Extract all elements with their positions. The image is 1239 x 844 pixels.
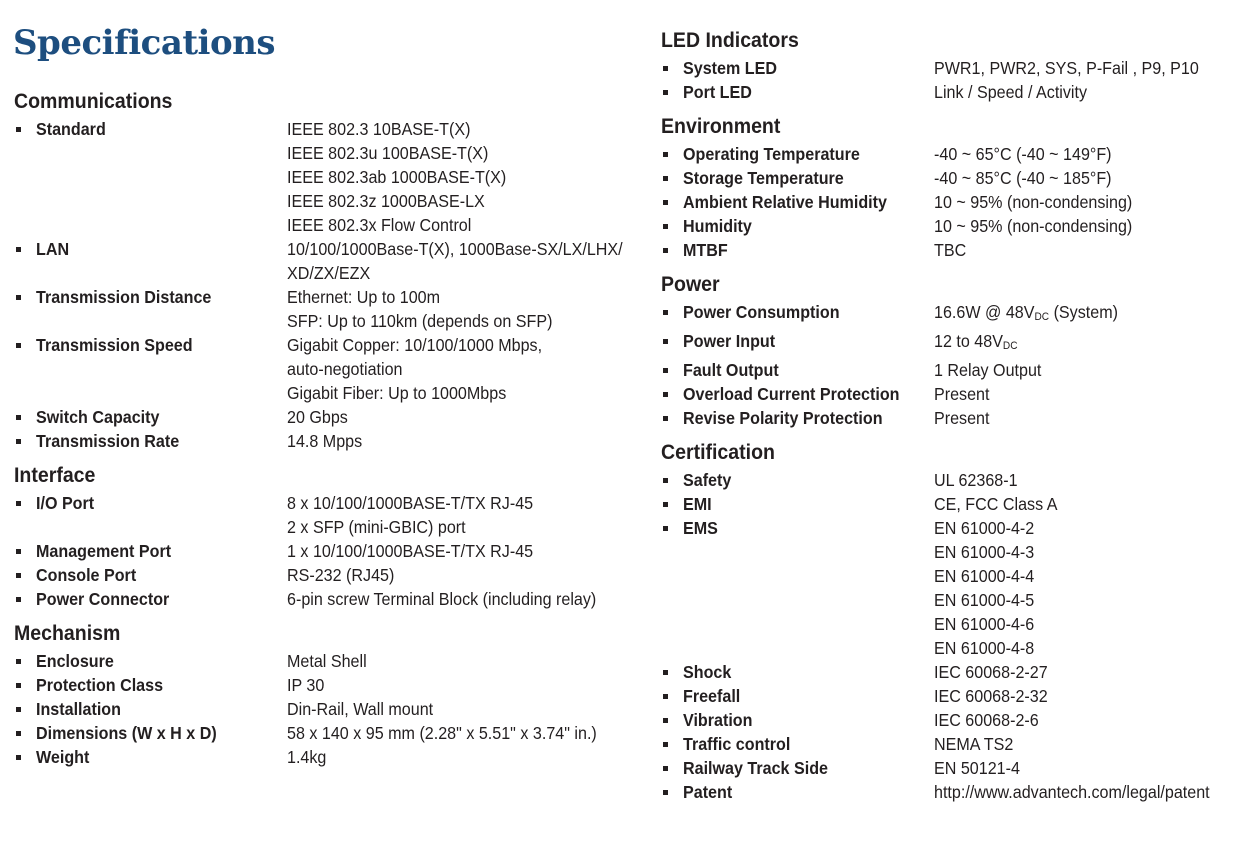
- spec-value-line: CE, FCC Class A: [934, 494, 1058, 514]
- bullet-icon: [14, 539, 36, 563]
- spec-row-power-input: [661, 329, 1231, 358]
- section-communications: [14, 87, 634, 453]
- bullet-icon: [14, 333, 36, 357]
- spec-row-system-led: [661, 56, 1231, 80]
- bullet-icon: [661, 492, 683, 516]
- section-power: [661, 270, 1231, 430]
- spec-label: System LED: [683, 58, 777, 78]
- spec-value-line: Link / Speed / Activity: [934, 82, 1088, 102]
- spec-label: Ambient Relative Humidity: [683, 192, 887, 212]
- spec-value: [934, 660, 1231, 684]
- spec-row-transmission-speed: [14, 333, 634, 405]
- spec-row-freefall: [661, 684, 1231, 708]
- section-gap: [661, 262, 1231, 270]
- spec-label: Transmission Distance: [36, 287, 212, 307]
- bullet-icon: [14, 697, 36, 721]
- value-text: 16.6W @ 48V: [934, 302, 1035, 322]
- spec-value-line: [934, 300, 1207, 329]
- spec-value: [287, 649, 634, 673]
- spec-value: [934, 406, 1231, 430]
- spec-row-emi: [661, 492, 1231, 516]
- spec-value-line: Gigabit Copper: 10/100/1000 Mbps,: [287, 335, 543, 355]
- spec-value-line: EN 61000-4-6: [934, 614, 1035, 634]
- spec-value-line: Present: [934, 384, 990, 404]
- spec-value: [934, 382, 1231, 406]
- spec-value-line: EN 61000-4-8: [934, 638, 1035, 658]
- spec-value: [287, 491, 634, 539]
- value-subscript: DC: [1034, 311, 1050, 323]
- spec-value: [934, 708, 1231, 732]
- spec-row-revise-polarity-protection: [661, 406, 1231, 430]
- spec-row-transmission-rate: [14, 429, 634, 453]
- spec-value-line: Din-Rail, Wall mount: [287, 699, 434, 719]
- spec-row-management-port: [14, 539, 634, 563]
- bullet-icon: [661, 756, 683, 780]
- bullet-icon: [14, 117, 36, 141]
- spec-value-line: SFP: Up to 110km (depends on SFP): [287, 311, 553, 331]
- spec-value: [287, 587, 634, 611]
- spec-value: [934, 329, 1231, 358]
- spec-label: Vibration: [683, 710, 753, 730]
- spec-row-transmission-distance: [14, 285, 634, 333]
- spec-label: Power Connector: [36, 589, 170, 609]
- spec-value-line: Ethernet: Up to 100m: [287, 287, 441, 307]
- spec-row-weight: [14, 745, 634, 769]
- spec-value-line: Metal Shell: [287, 651, 367, 671]
- spec-value-line: [934, 329, 1207, 358]
- spec-value: [287, 237, 652, 285]
- spec-label: Standard: [36, 119, 106, 139]
- bullet-icon: [661, 214, 683, 238]
- section-certification: [661, 438, 1231, 804]
- spec-value-line: IEEE 802.3 10BASE-T(X): [287, 119, 471, 139]
- spec-label: Shock: [683, 662, 732, 682]
- spec-value: [934, 468, 1231, 492]
- spec-row-vibration: [661, 708, 1231, 732]
- bullet-icon: [661, 732, 683, 756]
- section-heading: Certification: [661, 441, 775, 464]
- spec-value-line: 20 Gbps: [287, 407, 348, 427]
- spec-value-line: 6-pin screw Terminal Block (including relay): [287, 589, 597, 609]
- spec-label: Overload Current Protection: [683, 384, 900, 404]
- spec-row-mtbf: [661, 238, 1231, 262]
- spec-value-line: 8 x 10/100/1000BASE-T/TX RJ-45: [287, 493, 534, 513]
- bullet-icon: [661, 684, 683, 708]
- spec-label: Patent: [683, 782, 733, 802]
- spec-value-line: http://www.advantech.com/legal/patent: [934, 782, 1210, 802]
- spec-label: Console Port: [36, 565, 137, 585]
- spec-value-line: 2 x SFP (mini-GBIC) port: [287, 517, 466, 537]
- section-gap: [661, 430, 1231, 438]
- spec-row-storage-temperature: [661, 166, 1231, 190]
- spec-row-operating-temperature: [661, 142, 1231, 166]
- bullet-icon: [14, 237, 36, 261]
- spec-value-line: IEEE 802.3x Flow Control: [287, 215, 472, 235]
- bullet-icon: [661, 190, 683, 214]
- spec-label: Storage Temperature: [683, 168, 844, 188]
- left-column: [14, 87, 634, 769]
- spec-label: Humidity: [683, 216, 752, 236]
- spec-value-line: EN 61000-4-5: [934, 590, 1035, 610]
- spec-row-overload-current-protection: [661, 382, 1231, 406]
- spec-value-line: IP 30: [287, 675, 325, 695]
- spec-value: [934, 238, 1231, 262]
- spec-value: [934, 300, 1231, 329]
- section-led-indicators: [661, 26, 1231, 104]
- spec-value-line: IEC 60068-2-6: [934, 710, 1039, 730]
- section-heading: LED Indicators: [661, 29, 799, 52]
- spec-value-line: 10/100/1000Base-T(X), 1000Base-SX/LX/LHX/: [287, 239, 623, 259]
- right-column: [661, 26, 1231, 804]
- spec-value: [287, 697, 634, 721]
- spec-value: [287, 333, 634, 405]
- spec-row-switch-capacity: [14, 405, 634, 429]
- spec-row-standard: [14, 117, 634, 237]
- bullet-icon: [661, 329, 683, 353]
- spec-value: [934, 780, 1234, 804]
- spec-value: [934, 358, 1231, 382]
- spec-value: [287, 285, 634, 333]
- spec-value-line: EN 50121-4: [934, 758, 1020, 778]
- bullet-icon: [661, 708, 683, 732]
- section-heading: Interface: [14, 464, 96, 487]
- spec-row-i-o-port: [14, 491, 634, 539]
- section-heading: Mechanism: [14, 622, 121, 645]
- spec-value: [287, 673, 634, 697]
- spec-value-line: IEEE 802.3z 1000BASE-LX: [287, 191, 485, 211]
- spec-label: EMS: [683, 518, 718, 538]
- spec-row-power-connector: [14, 587, 634, 611]
- spec-value-line: IEEE 802.3u 100BASE-T(X): [287, 143, 489, 163]
- spec-label: Protection Class: [36, 675, 164, 695]
- spec-label: MTBF: [683, 240, 728, 260]
- spec-value-line: UL 62368-1: [934, 470, 1018, 490]
- bullet-icon: [14, 405, 36, 429]
- spec-row-lan: [14, 237, 634, 285]
- spec-value-line: Gigabit Fiber: Up to 1000Mbps: [287, 383, 507, 403]
- section-heading: Communications: [14, 90, 173, 113]
- spec-value: [934, 80, 1231, 104]
- bullet-icon: [14, 649, 36, 673]
- spec-value-line: 1.4kg: [287, 747, 327, 767]
- spec-label: Fault Output: [683, 360, 779, 380]
- spec-value-line: TBC: [934, 240, 967, 260]
- section-gap: [14, 453, 634, 461]
- spec-value-line: IEC 60068-2-27: [934, 662, 1048, 682]
- spec-value: [934, 166, 1231, 190]
- bullet-icon: [661, 780, 683, 804]
- spec-value: [934, 56, 1231, 80]
- spec-value-line: Present: [934, 408, 990, 428]
- spec-label: LAN: [36, 239, 70, 259]
- section-gap: [14, 611, 634, 619]
- spec-label: I/O Port: [36, 493, 95, 513]
- spec-row-power-consumption: [661, 300, 1231, 329]
- spec-label: Revise Polarity Protection: [683, 408, 883, 428]
- bullet-icon: [14, 429, 36, 453]
- bullet-icon: [661, 166, 683, 190]
- bullet-icon: [661, 382, 683, 406]
- bullet-icon: [14, 587, 36, 611]
- value-subscript: DC: [1002, 340, 1018, 352]
- spec-value-line: PWR1, PWR2, SYS, P-Fail , P9, P10: [934, 58, 1199, 78]
- spec-label: Management Port: [36, 541, 172, 561]
- spec-value: [287, 745, 634, 769]
- spec-value-line: RS-232 (RJ45): [287, 565, 395, 585]
- spec-value: [287, 539, 634, 563]
- spec-label: Installation: [36, 699, 121, 719]
- spec-value: [287, 721, 634, 745]
- section-heading: Environment: [661, 115, 781, 138]
- spec-value-line: NEMA TS2: [934, 734, 1014, 754]
- spec-label: Power Consumption: [683, 302, 840, 322]
- spec-value-line: IEEE 802.3ab 1000BASE-T(X): [287, 167, 507, 187]
- spec-value-line: 58 x 140 x 95 mm (2.28" x 5.51" x 3.74" in.): [287, 723, 597, 743]
- spec-value: [934, 492, 1231, 516]
- spec-label: Dimensions (W x H x D): [36, 723, 217, 743]
- spec-value-line: EN 61000-4-4: [934, 566, 1035, 586]
- spec-label: Operating Temperature: [683, 144, 860, 164]
- bullet-icon: [661, 56, 683, 80]
- spec-value: [287, 563, 634, 587]
- spec-row-traffic-control: [661, 732, 1231, 756]
- spec-label: Traffic control: [683, 734, 791, 754]
- spec-row-humidity: [661, 214, 1231, 238]
- spec-value-line: 1 Relay Output: [934, 360, 1042, 380]
- spec-row-patent: [661, 780, 1231, 804]
- spec-row-enclosure: [14, 649, 634, 673]
- bullet-icon: [661, 80, 683, 104]
- spec-label: EMI: [683, 494, 712, 514]
- spec-value: [934, 190, 1231, 214]
- spec-label: Weight: [36, 747, 90, 767]
- section-environment: [661, 112, 1231, 262]
- spec-row-dimensions-w-x-h-x-d: [14, 721, 634, 745]
- page-title: Specifications: [13, 23, 276, 63]
- bullet-icon: [661, 660, 683, 684]
- value-text: 12 to 48V: [934, 331, 1003, 351]
- spec-value-line: 14.8 Mpps: [287, 431, 363, 451]
- spec-value: [934, 756, 1231, 780]
- spec-value-line: XD/ZX/EZX: [287, 263, 371, 283]
- spec-row-fault-output: [661, 358, 1231, 382]
- bullet-icon: [14, 491, 36, 515]
- spec-label: Power Input: [683, 331, 776, 351]
- bullet-icon: [14, 745, 36, 769]
- value-text: (System): [1049, 302, 1118, 322]
- section-heading: Power: [661, 273, 720, 296]
- spec-row-railway-track-side: [661, 756, 1231, 780]
- spec-value: [934, 214, 1231, 238]
- spec-row-installation: [14, 697, 634, 721]
- spec-label: Safety: [683, 470, 732, 490]
- spec-value: [287, 117, 634, 237]
- spec-value-line: 10 ~ 95% (non-condensing): [934, 216, 1133, 236]
- bullet-icon: [661, 238, 683, 262]
- spec-label: Transmission Speed: [36, 335, 193, 355]
- spec-value: [934, 516, 1231, 660]
- spec-label: Switch Capacity: [36, 407, 160, 427]
- spec-value: [287, 429, 634, 453]
- bullet-icon: [661, 358, 683, 382]
- spec-value: [934, 732, 1231, 756]
- spec-row-shock: [661, 660, 1231, 684]
- spec-value-line: -40 ~ 65°C (-40 ~ 149°F): [934, 144, 1112, 164]
- spec-value: [934, 684, 1231, 708]
- bullet-icon: [661, 406, 683, 430]
- section-gap: [661, 104, 1231, 112]
- spec-label: Freefall: [683, 686, 741, 706]
- bullet-icon: [14, 563, 36, 587]
- spec-value-line: 10 ~ 95% (non-condensing): [934, 192, 1133, 212]
- bullet-icon: [661, 300, 683, 324]
- spec-value-line: auto-negotiation: [287, 359, 403, 379]
- bullet-icon: [661, 468, 683, 492]
- bullet-icon: [14, 721, 36, 745]
- spec-label: Railway Track Side: [683, 758, 828, 778]
- spec-value-line: EN 61000-4-2: [934, 518, 1035, 538]
- spec-value-line: 1 x 10/100/1000BASE-T/TX RJ-45: [287, 541, 534, 561]
- section-interface: [14, 461, 634, 611]
- spec-row-protection-class: [14, 673, 634, 697]
- bullet-icon: [14, 285, 36, 309]
- spec-row-ambient-relative-humidity: [661, 190, 1231, 214]
- spec-value: [934, 142, 1231, 166]
- bullet-icon: [14, 673, 36, 697]
- spec-row-port-led: [661, 80, 1231, 104]
- bullet-icon: [661, 516, 683, 540]
- spec-label: Transmission Rate: [36, 431, 180, 451]
- spec-row-ems: [661, 516, 1231, 660]
- spec-row-console-port: [14, 563, 634, 587]
- bullet-icon: [661, 142, 683, 166]
- spec-value: [287, 405, 634, 429]
- spec-row-safety: [661, 468, 1231, 492]
- spec-label: Enclosure: [36, 651, 114, 671]
- spec-value-line: IEC 60068-2-32: [934, 686, 1048, 706]
- spec-value-line: -40 ~ 85°C (-40 ~ 185°F): [934, 168, 1112, 188]
- section-mechanism: [14, 619, 634, 769]
- spec-value-line: EN 61000-4-3: [934, 542, 1035, 562]
- spec-label: Port LED: [683, 82, 752, 102]
